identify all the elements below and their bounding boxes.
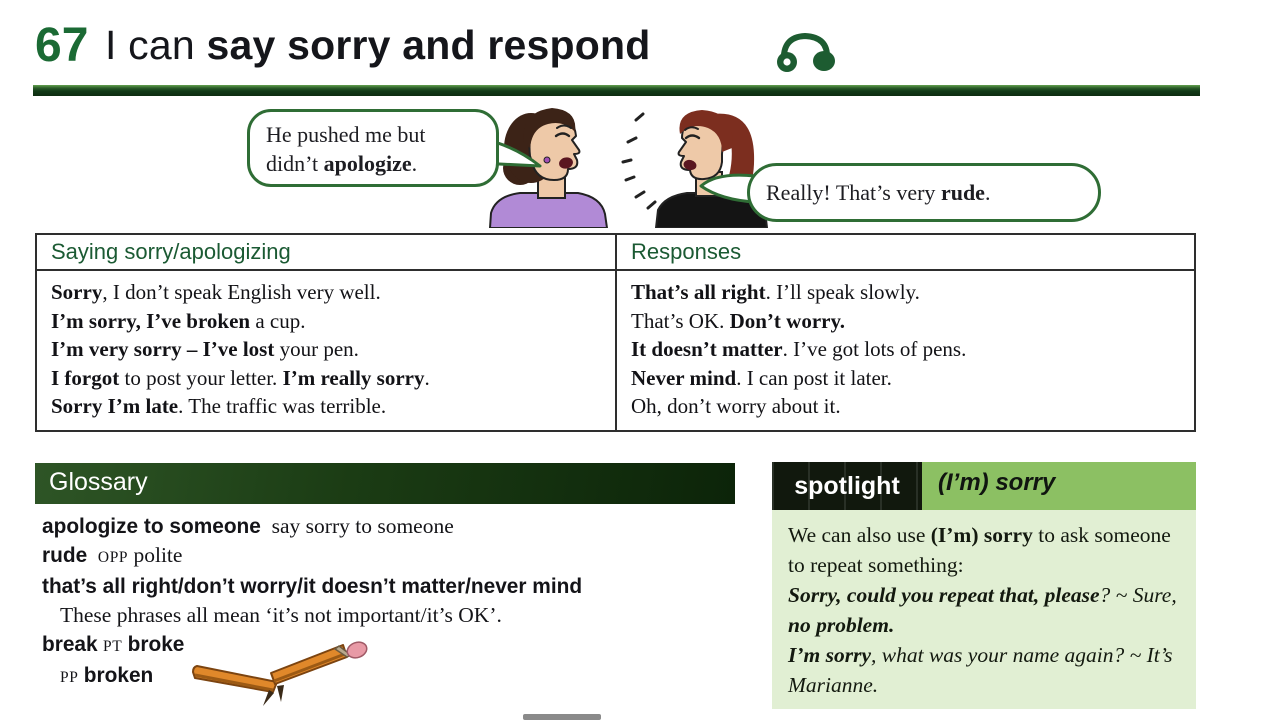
speech-bubble-left	[247, 109, 499, 187]
text-segment: These phrases all mean ‘it’s not important/it’s OK’.	[60, 603, 502, 627]
text-line	[60, 661, 742, 692]
text-segment: (I’m) sorry	[930, 523, 1033, 547]
text-segment	[87, 543, 98, 567]
spotlight-header-bar	[772, 462, 1196, 510]
text-segment: broke	[127, 633, 185, 656]
table-body	[37, 271, 1194, 432]
text-line	[788, 640, 1182, 700]
text-line	[631, 307, 1184, 336]
text-line	[631, 364, 1184, 393]
text-segment: I’m very sorry – I’ve lost	[51, 337, 275, 361]
text-segment: Don’t worry.	[729, 308, 846, 333]
headphones-icon	[775, 30, 837, 76]
text-segment: polite	[128, 543, 183, 567]
text-segment: . I can post it later.	[736, 365, 892, 390]
text-segment: It doesn’t matter	[631, 337, 783, 361]
glossary-header-bar	[35, 463, 735, 504]
text-line	[51, 335, 605, 364]
text-segment: , I don’t speak English very well.	[102, 280, 381, 304]
text-line	[51, 364, 605, 393]
text-segment: Sorry	[51, 280, 103, 304]
pencil-right-piece	[271, 640, 369, 684]
text-line	[51, 307, 605, 336]
page-edge-mark	[523, 714, 601, 720]
text-segment: We can also use	[788, 523, 931, 547]
text-segment: Never mind	[631, 365, 737, 390]
text-segment: Sorry I’m late	[51, 394, 179, 418]
spotlight-content	[772, 510, 1196, 709]
text-line	[788, 520, 1182, 580]
text-line	[631, 335, 1184, 364]
text-line	[631, 278, 1184, 307]
text-line	[631, 392, 1184, 421]
text-segment: say sorry and respond	[206, 22, 651, 68]
text-segment: broken	[83, 664, 154, 687]
text-segment: to post your letter.	[119, 365, 283, 390]
speech-emphasis-dashes	[623, 114, 655, 208]
text-line	[60, 601, 742, 630]
text-segment: PT	[103, 638, 123, 655]
text-segment: That’s all right	[631, 280, 766, 304]
glossary-content	[42, 512, 742, 692]
text-segment: Sorry, could you repeat that, please	[788, 583, 1100, 607]
text-segment: apologize to someone	[42, 515, 261, 538]
text-segment: .	[984, 180, 991, 205]
spotlight-label: spotlight	[772, 462, 922, 512]
text-segment: break	[42, 633, 98, 656]
text-line	[42, 512, 742, 541]
column-header-responses: Responses	[615, 235, 1194, 269]
pencil-left-piece	[193, 666, 277, 692]
text-segment: no problem.	[788, 613, 895, 637]
table-header-row	[37, 235, 1194, 271]
text-segment: I forgot	[51, 365, 120, 390]
glossary-title: Glossary	[49, 468, 148, 496]
text-segment: I can	[105, 22, 207, 68]
text-segment: . I’ll speak slowly.	[765, 280, 920, 304]
text-segment: ? ~	[1099, 583, 1133, 607]
responses-column	[615, 271, 1194, 432]
text-segment: . I’ve got lots of pens.	[782, 337, 967, 361]
text-segment: , what was your name again? ~ It’s Marianne.	[788, 643, 1173, 697]
text-segment: .	[411, 151, 418, 176]
text-segment: That’s OK.	[631, 308, 730, 333]
speech-bubble-right	[747, 163, 1101, 222]
text-segment: rude	[940, 180, 985, 205]
text-segment: I’m sorry, I’ve broken	[51, 308, 251, 333]
text-segment: a cup.	[250, 308, 306, 333]
broken-pencil-illustration	[175, 640, 390, 718]
text-line	[51, 278, 605, 307]
text-segment: ,	[1171, 583, 1177, 607]
text-segment: He pushed me but didn’t	[266, 122, 426, 176]
text-line	[788, 580, 1182, 640]
title-rule	[33, 85, 1200, 96]
spotlight-section	[772, 462, 1196, 709]
text-line	[51, 392, 605, 421]
text-segment: that’s all right/don’t worry/it doesn’t matter/never mind	[42, 575, 583, 598]
text-segment: . The traffic was terrible.	[178, 394, 387, 418]
text-segment: OPP	[97, 549, 129, 566]
text-segment: .	[424, 365, 430, 390]
unit-number: 67	[35, 19, 89, 72]
text-segment: apologize	[323, 151, 412, 176]
phrase-table	[35, 233, 1196, 432]
spotlight-heading: (I’m) sorry	[938, 469, 1056, 496]
text-segment: I’m sorry	[788, 643, 872, 667]
text-segment: Sure	[1132, 583, 1172, 607]
text-segment: say sorry to someone	[260, 514, 454, 538]
text-segment: I’m really sorry	[282, 365, 425, 390]
text-segment: rude	[42, 544, 88, 567]
page-title	[105, 22, 650, 69]
column-header-saying-sorry: Saying sorry/apologizing	[51, 239, 291, 264]
text-segment: Oh, don’t worry about it.	[631, 394, 841, 418]
text-segment: to ask someone to repeat something:	[788, 523, 1171, 577]
text-line	[42, 541, 742, 572]
text-segment: Really! That’s very	[766, 180, 941, 205]
text-line	[42, 572, 742, 601]
saying-sorry-column	[37, 271, 615, 432]
text-line	[42, 630, 742, 661]
text-segment: PP	[60, 669, 79, 686]
text-segment: your pen.	[274, 337, 359, 361]
